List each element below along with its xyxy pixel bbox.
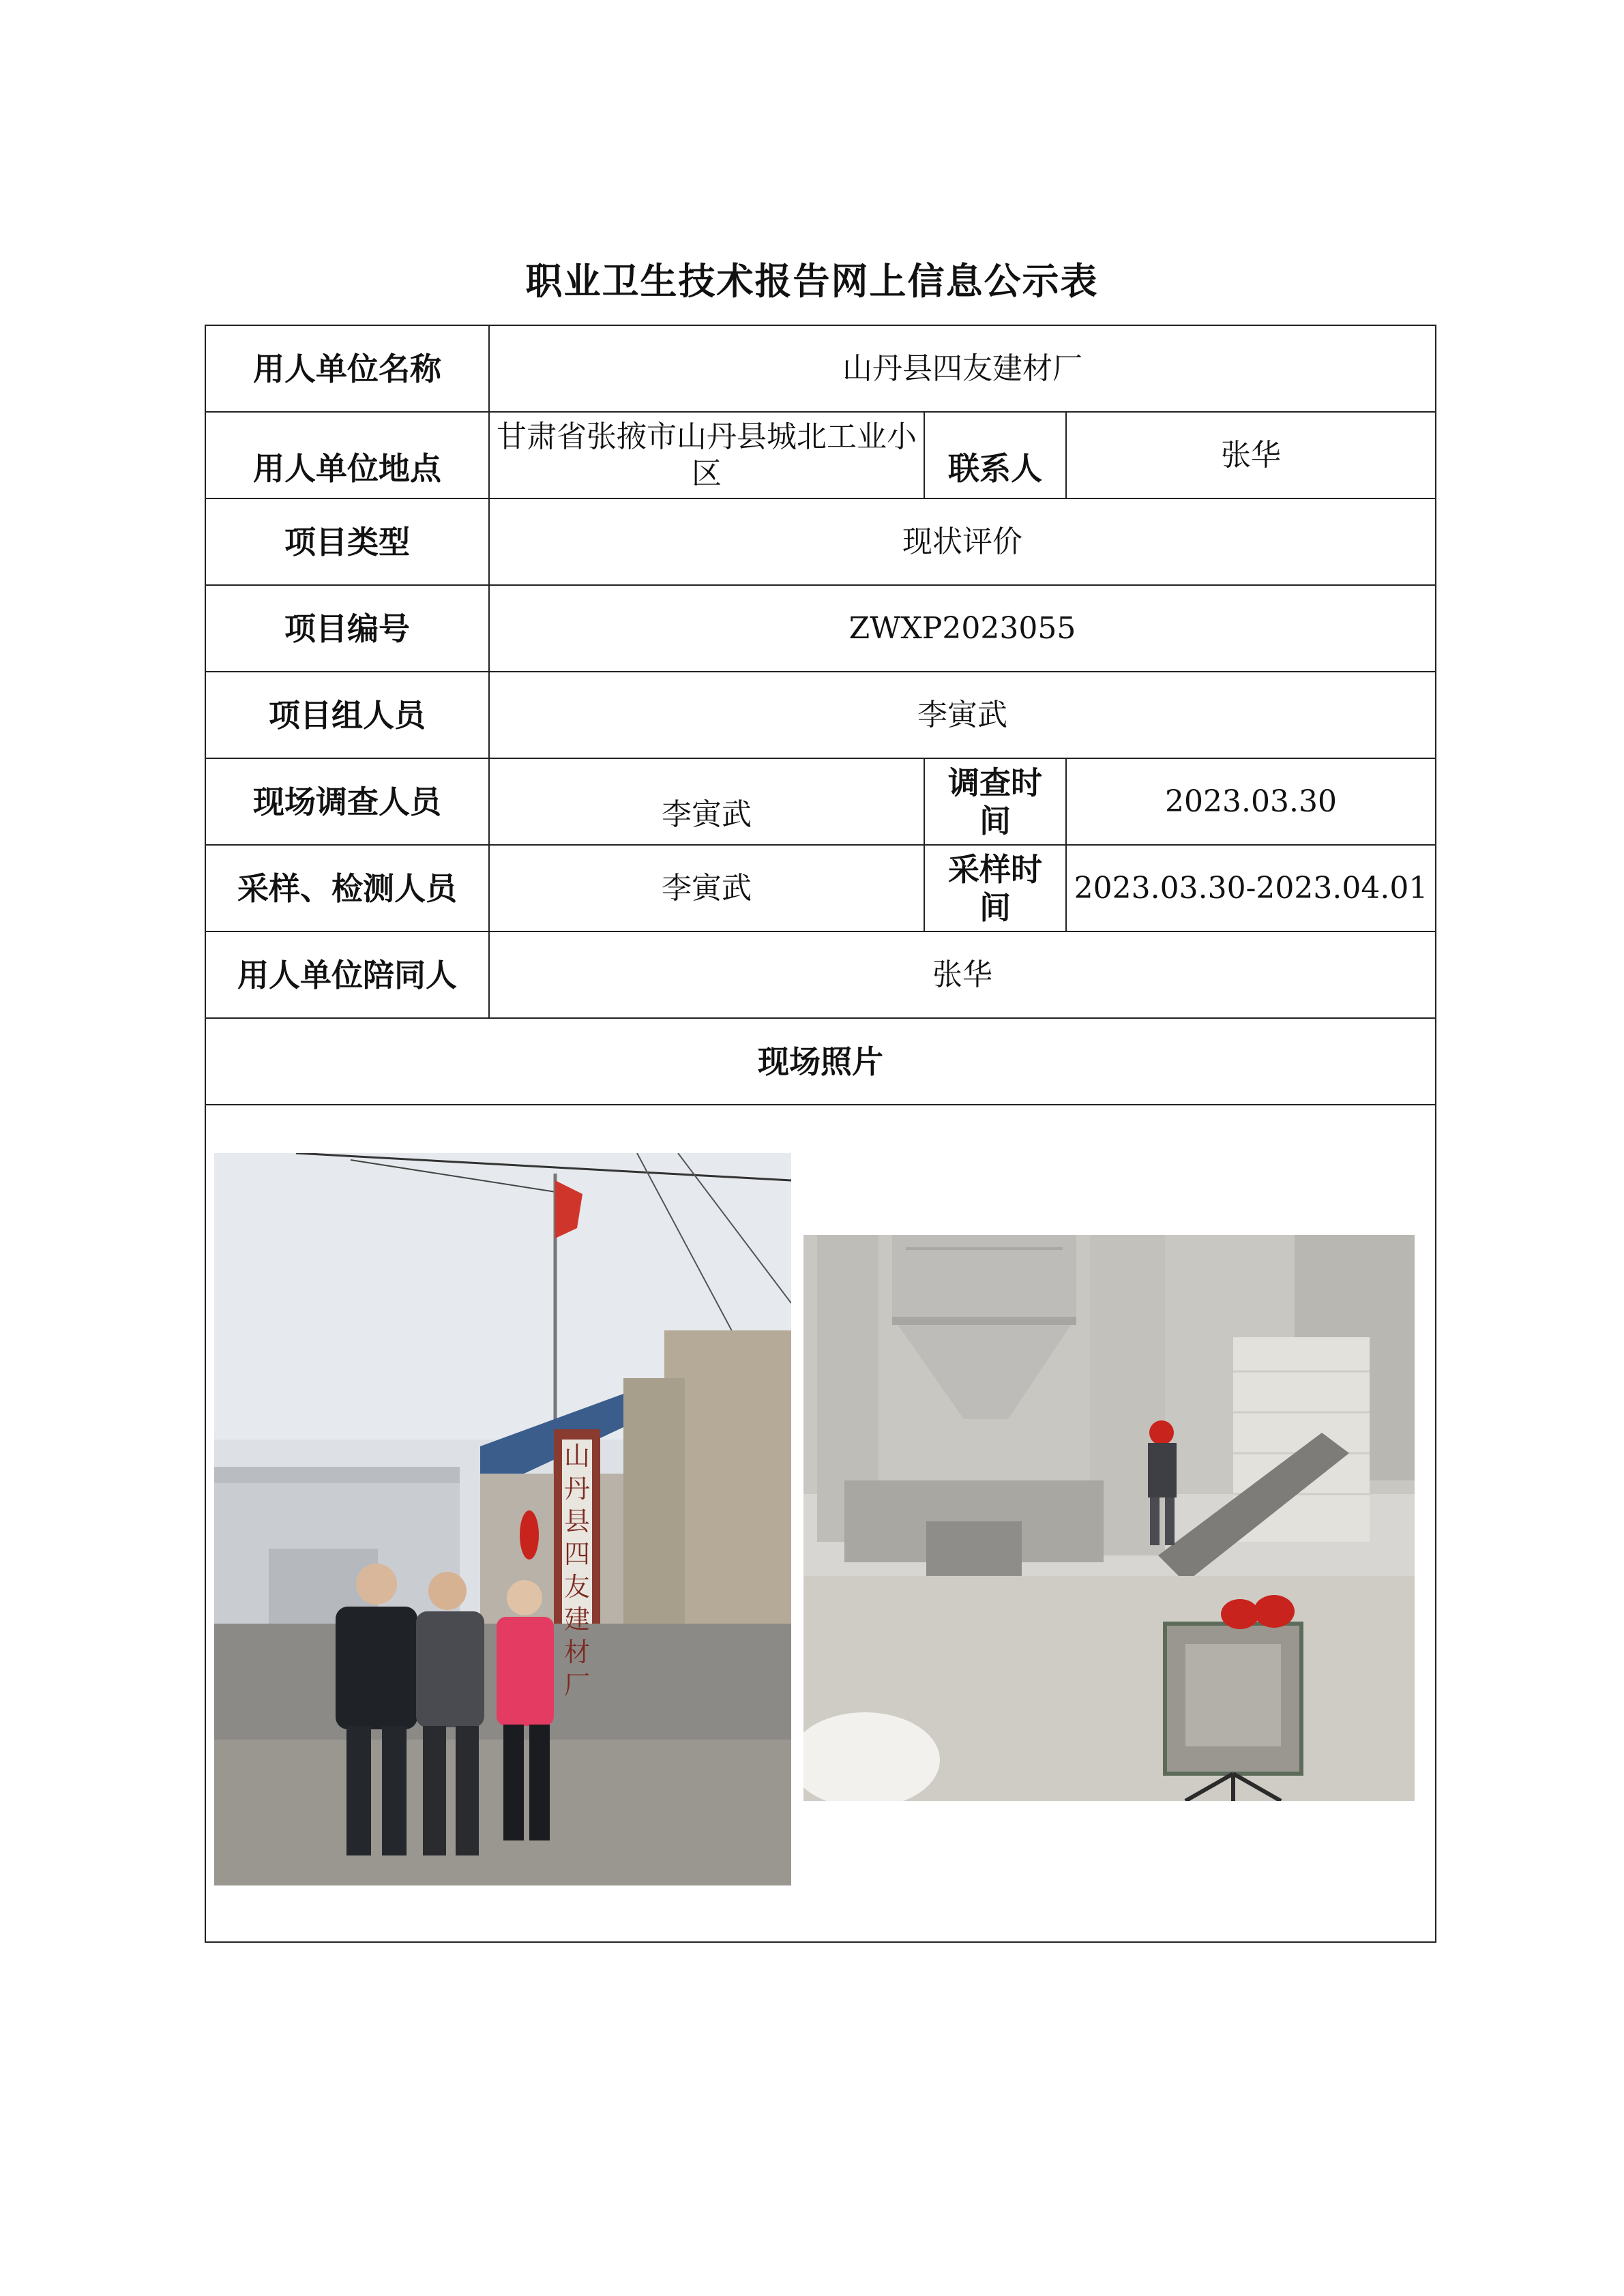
- row-unit-location: [205, 412, 1436, 498]
- survey-staff-value: 李寅武: [489, 758, 924, 845]
- accompanying-label: 用人单位陪同人: [205, 931, 489, 1018]
- photos-cell: [205, 1105, 1436, 1942]
- sampling-time-value: 2023.03.30-2023.04.01: [1066, 845, 1436, 931]
- row-sampling-staff: [205, 845, 1436, 931]
- row-photos-header: [205, 1018, 1436, 1105]
- unit-location-value: 甘肃省张掖市山丹县城北工业小区: [489, 412, 924, 498]
- factory-sign-text: 山丹县四友建材厂: [563, 1441, 590, 1700]
- unit-name-label: 用人单位名称: [205, 325, 489, 412]
- row-unit-name: [205, 325, 1436, 412]
- entrance-photo-image: [214, 1153, 791, 1885]
- info-table: [205, 325, 1436, 1943]
- survey-time-label: 调查时间: [924, 758, 1066, 845]
- project-members-value: 李寅武: [489, 672, 1436, 758]
- sampling-time-label: 采样时间: [924, 845, 1066, 931]
- unit-location-label: 用人单位地点: [205, 412, 489, 498]
- project-type-value: 现状评价: [489, 498, 1436, 585]
- site-photo-entrance: [214, 1153, 791, 1885]
- project-number-value: ZWXP2023055: [489, 585, 1436, 672]
- survey-time-value: 2023.03.30: [1066, 758, 1436, 845]
- project-number-label: 项目编号: [205, 585, 489, 672]
- row-photos: [205, 1105, 1436, 1942]
- sampling-staff-value: 李寅武: [489, 845, 924, 931]
- survey-staff-label: 现场调查人员: [205, 758, 489, 845]
- project-type-label: 项目类型: [205, 498, 489, 585]
- accompanying-value: 张华: [489, 931, 1436, 1018]
- contact-value: 张华: [1066, 412, 1436, 498]
- site-photo-workshop: [803, 1235, 1415, 1801]
- row-project-type: [205, 498, 1436, 585]
- row-accompanying: [205, 931, 1436, 1018]
- photos-header: 现场照片: [205, 1018, 1436, 1105]
- sampling-staff-label: 采样、检测人员: [205, 845, 489, 931]
- unit-name-value: 山丹县四友建材厂: [489, 325, 1436, 412]
- row-project-number: [205, 585, 1436, 672]
- project-members-label: 项目组人员: [205, 672, 489, 758]
- row-project-members: [205, 672, 1436, 758]
- row-survey-staff: [205, 758, 1436, 845]
- page-title: 职业卫生技术报告网上信息公示表: [525, 260, 1099, 303]
- workshop-photo-image: [803, 1235, 1415, 1801]
- contact-label: 联系人: [924, 412, 1066, 498]
